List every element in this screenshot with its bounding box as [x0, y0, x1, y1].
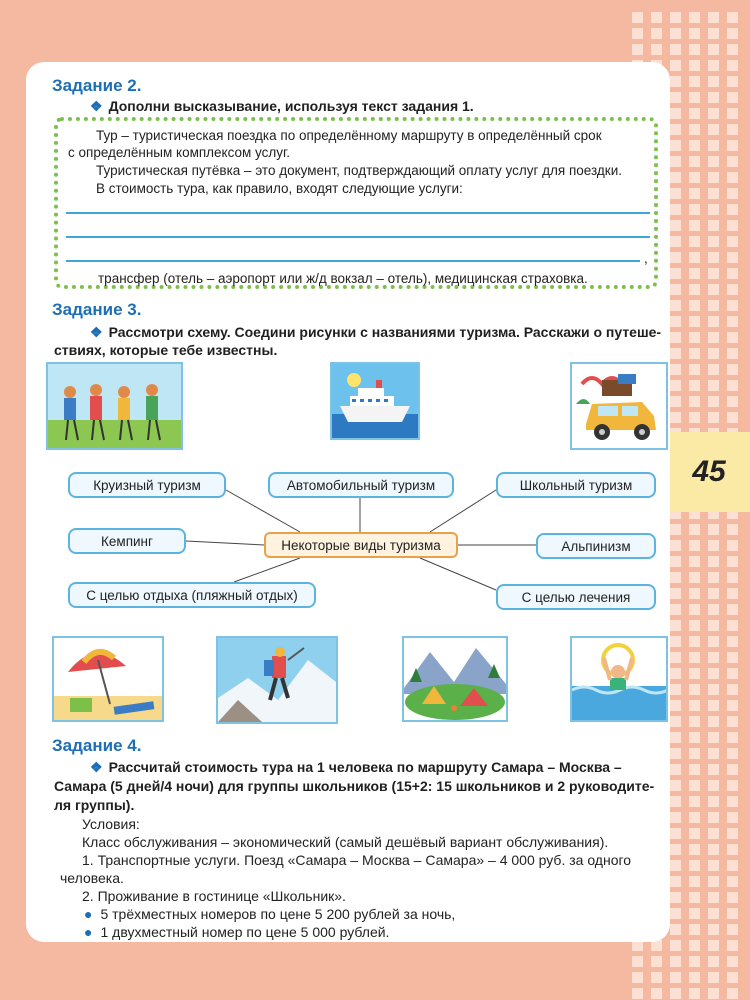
task2-line3: Туристическая путёвка – это документ, подтверждающий оплату услуг для поездки.: [96, 163, 622, 178]
camping-illustration: [404, 638, 506, 720]
task3-heading: Задание 3.: [52, 300, 142, 319]
task4-conditions: Условия:: [82, 816, 140, 832]
task4-item2: 2. Проживание в гостинице «Школьник».: [82, 888, 346, 904]
page-number: 45: [692, 455, 726, 488]
bullet-dot-icon: ●: [84, 906, 93, 922]
task4-heading: Задание 4.: [52, 736, 142, 755]
task3-instruction-line2: ствиях, которые тебе известны.: [54, 342, 278, 358]
task2-line5: трансфер (отель – аэропорт или ж/д вокзал – отель), медицинская страховка.: [98, 271, 588, 286]
label-auto-tourism[interactable]: Автомобильный туризм: [268, 472, 454, 498]
diamond-bullet-icon: ❖: [90, 98, 103, 114]
task4-bullet2: [84, 924, 389, 941]
diamond-bullet-icon: ❖: [90, 759, 103, 775]
task4-instruction-line3: ля группы).: [54, 797, 135, 813]
beach-photo[interactable]: [52, 636, 164, 722]
task4-bullet1-text: 5 трёхместных номеров по цене 5 200 рублей за ночь,: [100, 906, 456, 922]
task4-instruction-text1: Рассчитай стоимость тура на 1 человека по маршруту Самара – Москва –: [108, 759, 622, 775]
camping-photo[interactable]: [402, 636, 508, 722]
answer-comma: ,: [644, 251, 648, 266]
bullet-dot-icon: ●: [84, 924, 93, 940]
task2-line1: Тур – туристическая поездка по определённому маршруту в определённый срок: [96, 128, 602, 143]
task4-class: Класс обслуживания – экономический (самый дешёвый вариант обслуживания).: [82, 834, 609, 850]
label-cruise-tourism[interactable]: Круизный туризм: [68, 472, 226, 498]
task2-line4: В стоимость тура, как правило, входят следующие услуги:: [96, 181, 463, 196]
health-swim-photo[interactable]: [570, 636, 668, 722]
health-swim-illustration: [572, 638, 666, 720]
alpinist-illustration: [218, 638, 336, 722]
scheme-center: Некоторые виды туризма: [264, 532, 458, 558]
task2-heading: Задание 2.: [52, 76, 142, 95]
label-beach-rest[interactable]: С целью отдыха (пляжный отдых): [68, 582, 316, 608]
task3-instruction-text1: Рассмотри схему. Соедини рисунки с названиями туризма. Расскажи о путеше-: [108, 324, 662, 340]
label-alpinism[interactable]: Альпинизм: [536, 533, 656, 559]
beach-illustration: [54, 638, 162, 720]
task4-item1-b: человека.: [60, 870, 124, 886]
alpinist-photo[interactable]: [216, 636, 338, 724]
task4-bullet1: [84, 906, 455, 923]
task4-instruction-line2: Самара (5 дней/4 ночи) для группы школьников (15+2: 15 школьников и 2 руководите-: [54, 778, 655, 794]
task4-bullet2-text: 1 двухместный номер по цене 5 000 рублей.: [100, 924, 390, 940]
task4-item1-a: 1. Транспортные услуги. Поезд «Самара – Москва – Самара» – 4 000 руб. за одного: [82, 852, 632, 868]
task4-instruction-line1: [90, 758, 622, 776]
label-school-tourism[interactable]: Школьный туризм: [496, 472, 656, 498]
label-camping[interactable]: Кемпинг: [68, 528, 186, 554]
label-healing[interactable]: С целью лечения: [496, 584, 656, 610]
diamond-bullet-icon: ❖: [90, 324, 103, 340]
task2-line2: с определённым комплексом услуг.: [68, 145, 291, 160]
task2-instruction-text: Дополни высказывание, используя текст задания 1.: [108, 98, 474, 114]
